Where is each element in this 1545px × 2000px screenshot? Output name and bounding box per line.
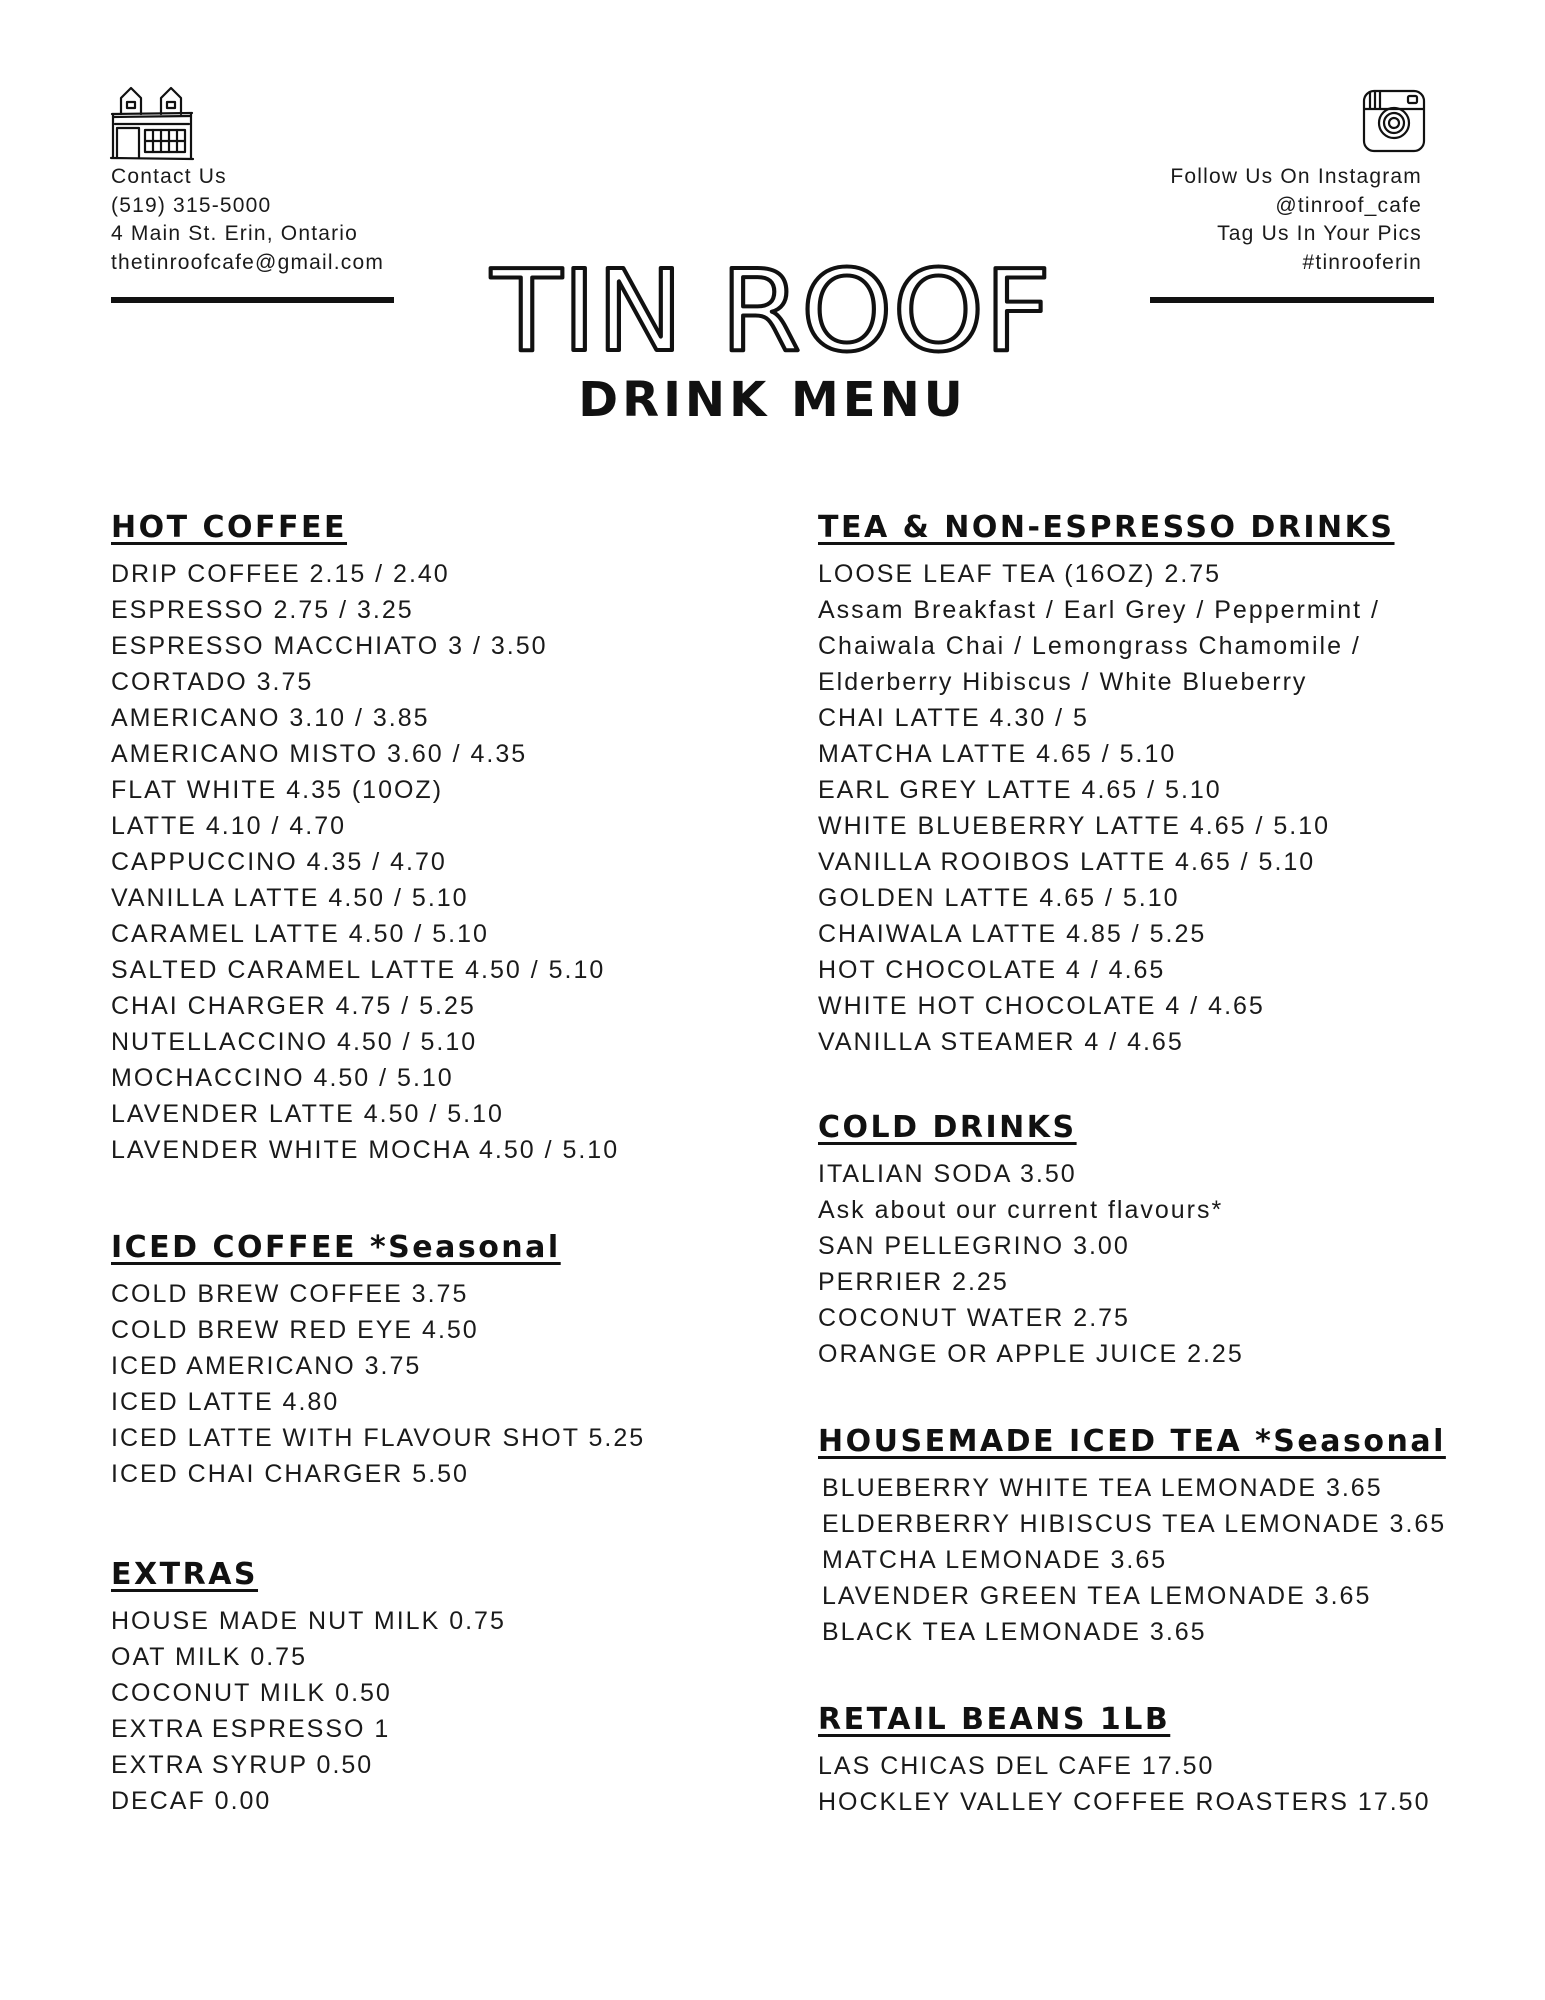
menu-item: NUTELLACCINO 4.50 / 5.10 bbox=[111, 1028, 478, 1056]
menu-item: BLUEBERRY WHITE TEA LEMONADE 3.65 bbox=[822, 1474, 1383, 1502]
social-tag-prompt: Tag Us In Your Pics bbox=[1217, 222, 1422, 245]
menu-item: BLACK TEA LEMONADE 3.65 bbox=[822, 1618, 1207, 1646]
menu-item: AMERICANO MISTO 3.60 / 4.35 bbox=[111, 740, 528, 768]
page-title-text: TIN ROOF bbox=[489, 258, 1051, 362]
menu-list bbox=[111, 1276, 645, 1492]
menu-item: ITALIAN SODA 3.50 bbox=[818, 1160, 1077, 1188]
menu-list bbox=[818, 1470, 1446, 1650]
house-icon bbox=[109, 84, 195, 164]
menu-item: MATCHA LEMONADE 3.65 bbox=[822, 1546, 1168, 1574]
menu-item: HOCKLEY VALLEY COFFEE ROASTERS 17.50 bbox=[818, 1788, 1431, 1816]
menu-item: CHAIWALA LATTE 4.85 / 5.25 bbox=[818, 920, 1207, 948]
menu-item: AMERICANO 3.10 / 3.85 bbox=[111, 704, 430, 732]
contact-address: 4 Main St. Erin, Ontario bbox=[111, 222, 359, 245]
menu-item: VANILLA ROOIBOS LATTE 4.65 / 5.10 bbox=[818, 848, 1316, 876]
menu-item: ICED CHAI CHARGER 5.50 bbox=[111, 1460, 469, 1488]
menu-item: LATTE 4.10 / 4.70 bbox=[111, 812, 347, 840]
section-extras bbox=[111, 1555, 506, 1819]
menu-item: PERRIER 2.25 bbox=[818, 1268, 1009, 1296]
menu-item: CHAI CHARGER 4.75 / 5.25 bbox=[111, 992, 476, 1020]
menu-item: COCONUT WATER 2.75 bbox=[818, 1304, 1130, 1332]
instagram-handle[interactable]: @tinroof_cafe bbox=[1275, 193, 1422, 217]
section-title: TEA & NON-ESPRESSO DRINKS bbox=[818, 510, 1395, 545]
menu-list bbox=[818, 1156, 1244, 1372]
menu-item: EARL GREY LATTE 4.65 / 5.10 bbox=[818, 776, 1222, 804]
menu-item: LAVENDER WHITE MOCHA 4.50 / 5.10 bbox=[111, 1136, 620, 1164]
menu-item: WHITE BLUEBERRY LATTE 4.65 / 5.10 bbox=[818, 812, 1331, 840]
menu-list bbox=[818, 556, 1395, 1060]
section-retail-beans bbox=[818, 1700, 1431, 1820]
menu-item: WHITE HOT CHOCOLATE 4 / 4.65 bbox=[818, 992, 1265, 1020]
menu-item: LOOSE LEAF TEA (16OZ) 2.75 bbox=[818, 560, 1222, 588]
menu-item: COCONUT MILK 0.50 bbox=[111, 1679, 392, 1707]
menu-item: SAN PELLEGRINO 3.00 bbox=[818, 1232, 1130, 1260]
contact-block bbox=[111, 163, 384, 277]
menu-item: MATCHA LATTE 4.65 / 5.10 bbox=[818, 740, 1177, 768]
menu-list bbox=[111, 556, 619, 1168]
section-title: HOT COFFEE bbox=[111, 510, 348, 545]
instagram-camera-icon bbox=[1362, 89, 1426, 153]
menu-item: CHAI LATTE 4.30 / 5 bbox=[818, 704, 1089, 732]
menu-item: ICED LATTE 4.80 bbox=[111, 1388, 340, 1416]
contact-heading: Contact Us bbox=[111, 165, 227, 188]
page-subtitle: DRINK MENU bbox=[578, 372, 967, 428]
menu-item: LAS CHICAS DEL CAFE 17.50 bbox=[818, 1752, 1215, 1780]
menu-item: CORTADO 3.75 bbox=[111, 668, 314, 696]
menu-item: HOT CHOCOLATE 4 / 4.65 bbox=[818, 956, 1166, 984]
social-heading: Follow Us On Instagram bbox=[1170, 165, 1422, 188]
header-rule-right bbox=[1150, 297, 1434, 303]
menu-item: COLD BREW RED EYE 4.50 bbox=[111, 1316, 479, 1344]
menu-item: ESPRESSO MACCHIATO 3 / 3.50 bbox=[111, 632, 548, 660]
menu-item: EXTRA ESPRESSO 1 bbox=[111, 1715, 391, 1743]
menu-item: OAT MILK 0.75 bbox=[111, 1643, 307, 1671]
menu-item: ICED LATTE WITH FLAVOUR SHOT 5.25 bbox=[111, 1424, 646, 1452]
menu-item: CARAMEL LATTE 4.50 / 5.10 bbox=[111, 920, 489, 948]
section-title: ICED COFFEE *Seasonal bbox=[111, 1230, 561, 1265]
menu-item: VANILLA LATTE 4.50 / 5.10 bbox=[111, 884, 469, 912]
contact-email[interactable]: thetinroofcafe@gmail.com bbox=[111, 250, 385, 274]
social-block bbox=[1170, 163, 1422, 277]
menu-item: LAVENDER LATTE 4.50 / 5.10 bbox=[111, 1100, 504, 1128]
menu-item: GOLDEN LATTE 4.65 / 5.10 bbox=[818, 884, 1180, 912]
contact-phone[interactable]: (519) 315-5000 bbox=[111, 193, 272, 217]
menu-item: VANILLA STEAMER 4 / 4.65 bbox=[818, 1028, 1184, 1056]
section-title: HOUSEMADE ICED TEA *Seasonal bbox=[818, 1424, 1446, 1459]
menu-list bbox=[818, 1748, 1431, 1820]
menu-item: DECAF 0.00 bbox=[111, 1787, 272, 1815]
section-title: RETAIL BEANS 1LB bbox=[818, 1702, 1171, 1737]
menu-item: HOUSE MADE NUT MILK 0.75 bbox=[111, 1607, 506, 1635]
menu-item: COLD BREW COFFEE 3.75 bbox=[111, 1280, 469, 1308]
section-hot-coffee bbox=[111, 508, 619, 1168]
section-title: EXTRAS bbox=[111, 1557, 259, 1592]
menu-item: EXTRA SYRUP 0.50 bbox=[111, 1751, 374, 1779]
menu-item: Assam Breakfast / Earl Grey / Peppermint / bbox=[818, 596, 1380, 624]
menu-item: ELDERBERRY HIBISCUS TEA LEMONADE 3.65 bbox=[822, 1510, 1447, 1538]
menu-item: LAVENDER GREEN TEA LEMONADE 3.65 bbox=[822, 1582, 1372, 1610]
menu-item: DRIP COFFEE 2.15 / 2.40 bbox=[111, 560, 450, 588]
menu-item: Elderberry Hibiscus / White Blueberry bbox=[818, 668, 1308, 696]
menu-item: ESPRESSO 2.75 / 3.25 bbox=[111, 596, 414, 624]
section-tea-non-espresso bbox=[818, 508, 1395, 1060]
section-housemade-iced-tea bbox=[818, 1422, 1446, 1650]
section-title: COLD DRINKS bbox=[818, 1110, 1077, 1145]
section-iced-coffee bbox=[111, 1228, 645, 1492]
menu-item: Chaiwala Chai / Lemongrass Chamomile / bbox=[818, 632, 1361, 660]
menu-item: ICED AMERICANO 3.75 bbox=[111, 1352, 422, 1380]
menu-item: Ask about our current flavours* bbox=[818, 1196, 1224, 1224]
instagram-hashtag[interactable]: #tinrooferin bbox=[1302, 250, 1422, 274]
header-rule-left bbox=[111, 297, 394, 303]
menu-item: ORANGE OR APPLE JUICE 2.25 bbox=[818, 1340, 1244, 1368]
menu-item: SALTED CARAMEL LATTE 4.50 / 5.10 bbox=[111, 956, 606, 984]
menu-item: MOCHACCINO 4.50 / 5.10 bbox=[111, 1064, 454, 1092]
menu-item: CAPPUCCINO 4.35 / 4.70 bbox=[111, 848, 447, 876]
section-cold-drinks bbox=[818, 1108, 1244, 1372]
menu-list bbox=[111, 1603, 506, 1819]
menu-item: FLAT WHITE 4.35 (10OZ) bbox=[111, 776, 444, 804]
page-title bbox=[482, 258, 1060, 362]
